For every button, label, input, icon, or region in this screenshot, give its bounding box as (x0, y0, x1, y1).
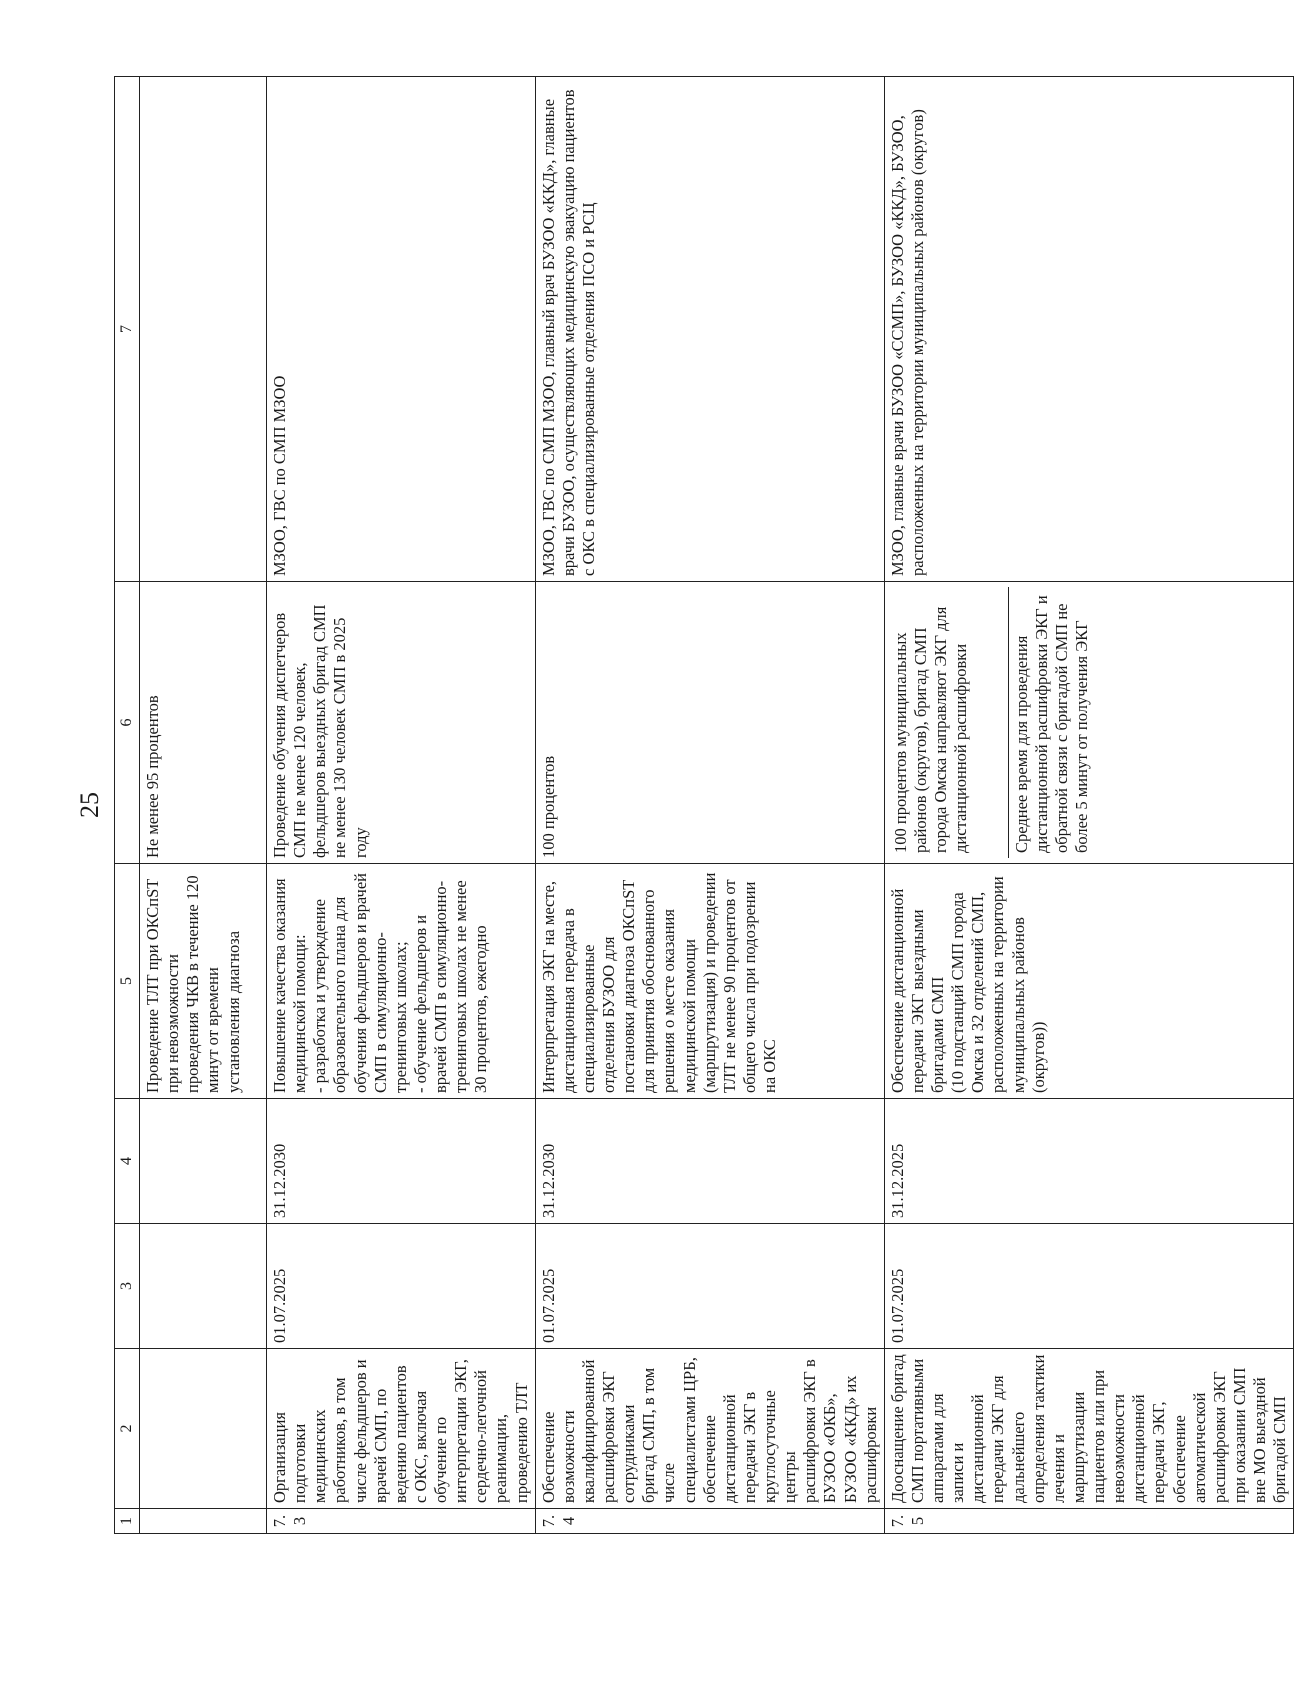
row-number-cell (140, 1509, 267, 1534)
task-cell (140, 1349, 267, 1509)
result-cell: Повышение качества оказания медицинской помощи: - разработка и утверждение образовательного плана для обучения фельдшеров и врачей СМП в симуляционно-тренинговых школах; - обучение фельдшеров и врачей СМП в симуляционно-тренинговых школах не менее 30 процентов, ежегодно (267, 864, 536, 1099)
column-number: 3 (115, 1224, 140, 1349)
measures-table (114, 76, 1294, 1534)
column-number: 2 (115, 1349, 140, 1509)
end-date-cell (140, 1099, 267, 1224)
start-date-cell: 01.07.2025 (267, 1224, 536, 1349)
row-number-cell: 7.3 (267, 1509, 536, 1534)
page-number: 25 (75, 792, 104, 818)
row-number-cell: 7.4 (535, 1509, 884, 1534)
table-row (884, 77, 1294, 1534)
end-date-cell: 31.12.2030 (535, 1099, 884, 1224)
responsible-cell: МЗОО, ГВС по СМП МЗОО, главный врач БУЗОО «ККД», главные врачи БУЗОО, осуществляющих медицинскую эвакуацию пациентов с ОКС в специализированные отделения ПСО и РСЦ (535, 77, 884, 582)
indicator-coverage: 100 процентов муниципальных районов (округов), бригад СМП города Омска направляют ЭКГ для дистанционной расшифровки (888, 587, 1009, 858)
rotated-table-container (114, 77, 1290, 1534)
end-date-cell: 31.12.2030 (267, 1099, 536, 1224)
table-row (267, 77, 536, 1534)
responsible-cell (140, 77, 267, 582)
start-date-cell: 01.07.2025 (535, 1224, 884, 1349)
end-date-cell: 31.12.2025 (884, 1099, 1294, 1224)
responsible-cell: МЗОО, ГВС по СМП МЗОО (267, 77, 536, 582)
start-date-cell (140, 1224, 267, 1349)
task-cell: Дооснащение бригад СМП портативными аппаратами для записи и дистанционной передачи ЭКГ для дальнейшего определения тактики лечения и маршрутизации пациентов или при невозможности дистанционной передачи ЭКГ, обеспечение автоматической расшифровки ЭКГ при оказании СМП вне МО выездной бригадой СМП (884, 1349, 1294, 1509)
row-number-cell: 7.5 (884, 1509, 1294, 1534)
column-number-row (115, 77, 140, 1534)
result-cell: Интерпретация ЭКГ на месте, дистанционная передача в специализированные отделения БУЗОО для постановки диагноза ОКСпST для принятия обоснованного решения о месте оказания медицинской помощи (маршрутизация) и проведении ТЛТ не менее 90 процентов от общего числа при подозрении на ОКС (535, 864, 884, 1099)
result-cell: Обеспечение дистанционной передачи ЭКГ выездными бригадами СМП (10 подстанций СМП города Омска и 32 отделений СМП, расположенных на территории муниципальных районов (округов)) (884, 864, 1294, 1099)
column-number: 5 (115, 864, 140, 1099)
column-number: 6 (115, 582, 140, 864)
column-number: 7 (115, 77, 140, 582)
indicator-cell: Не менее 95 процентов (140, 582, 267, 864)
start-date-cell: 01.07.2025 (884, 1224, 1294, 1349)
indicator-cell: Проведение обучения диспетчеров СМП не менее 120 человек, фельдшеров выездных бригад СМП не менее 130 человек СМП в 2025 году (267, 582, 536, 864)
indicator-cell: 100 процентов (535, 582, 884, 864)
column-number: 4 (115, 1099, 140, 1224)
task-cell: Организация подготовки медицинских работников, в том числе фельдшеров и врачей СМП, по ведению пациентов с ОКС, включая обучение по интерпретации ЭКГ, сердечно-легочной реанимации, проведению ТЛТ (267, 1349, 536, 1509)
indicator-timing: Среднее время для проведения дистанционной расшифровки ЭКГ и обратной связи с бригадой СМП не более 5 минут от получения ЭКГ (1011, 595, 1092, 853)
result-cell: Проведение ТЛТ при ОКСпST при невозможности проведения ЧКВ в течение 120 минут от времени установления диагноза (140, 864, 267, 1099)
column-number: 1 (115, 1509, 140, 1534)
responsible-cell: МЗОО, главные врачи БУЗОО «ССМП», БУЗОО «ККД», БУЗОО, расположенных на территории муниципальных районов (округов) (884, 77, 1294, 582)
table-row (140, 77, 267, 1534)
table-row (535, 77, 884, 1534)
indicator-cell (884, 582, 1294, 864)
task-cell: Обеспечение возможности квалифицированной расшифровки ЭКГ сотрудниками бригад СМП, в том числе специалистами ЦРБ, обеспечение дистанционной передачи ЭКГ в круглосуточные центры расшифровки ЭКГ в БУЗОО «ОКБ», БУЗОО «ККД» их расшифровки (535, 1349, 884, 1509)
